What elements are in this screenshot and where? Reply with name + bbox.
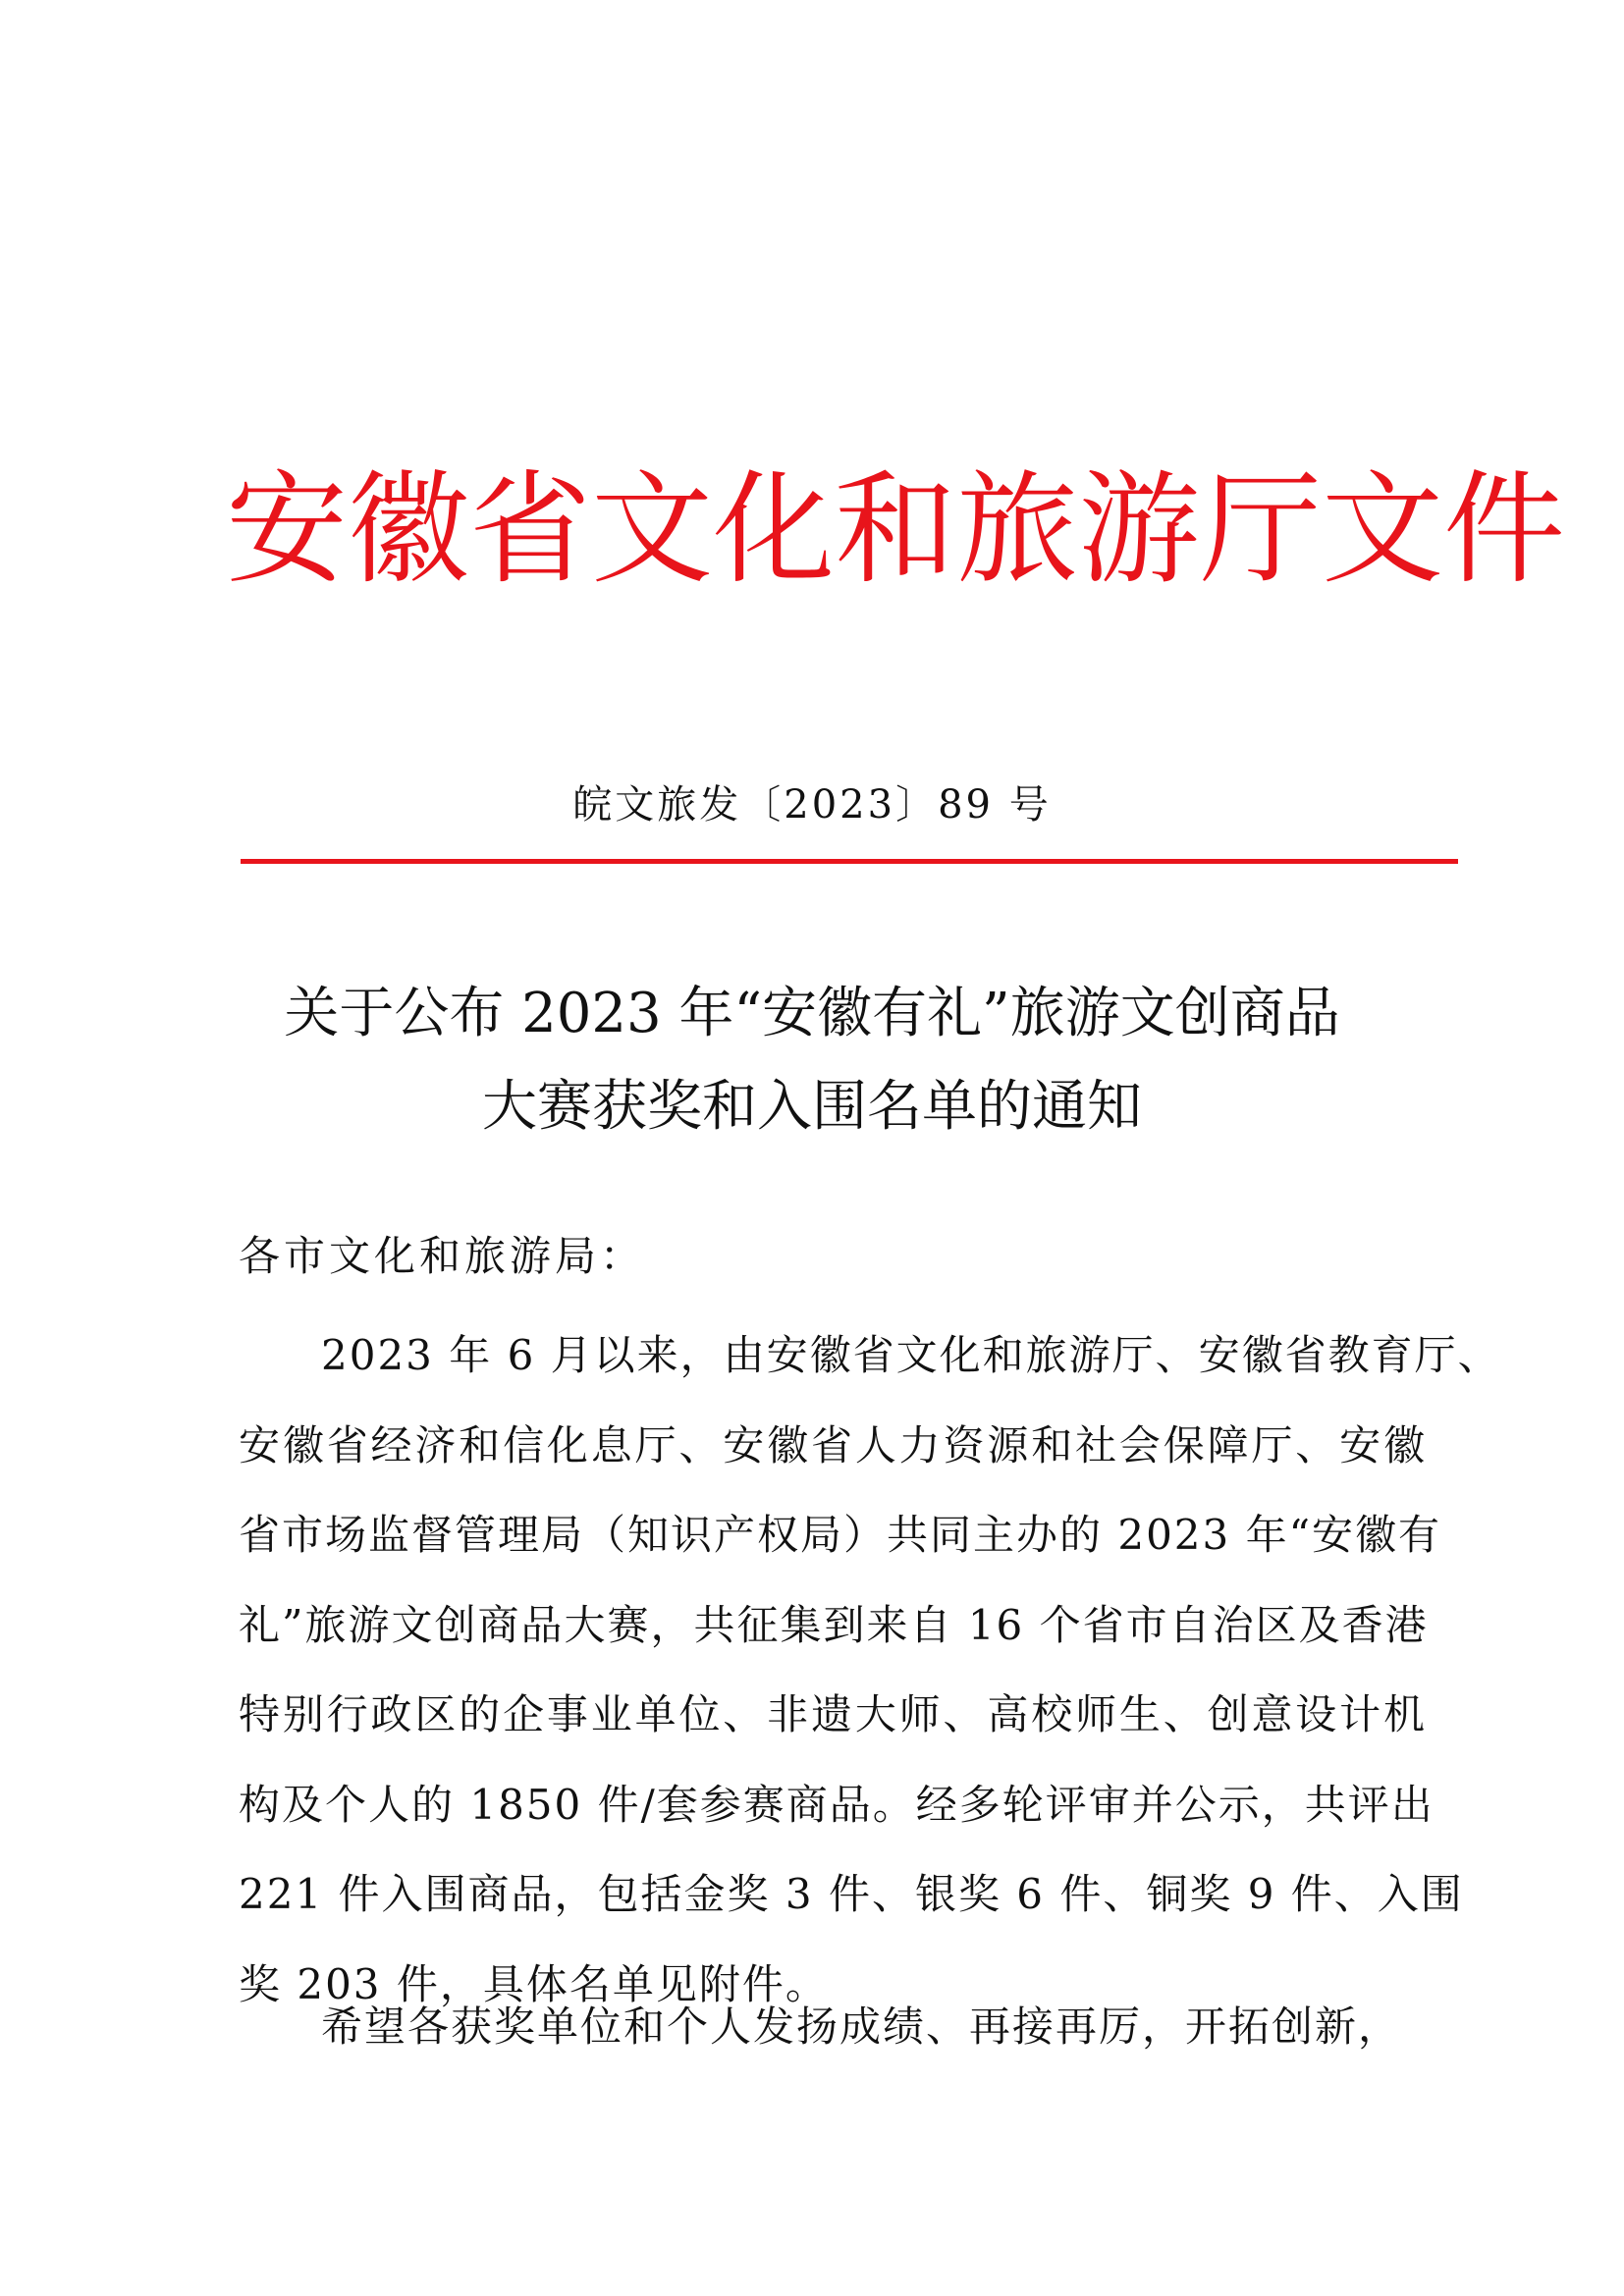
document-number: 皖文旅发〔2023〕89 号 (572, 782, 1052, 828)
paragraph-line: 省市场监督管理局（知识产权局）共同主办的 2023 年“安徽有 (239, 1511, 1442, 1559)
red-divider-line (241, 859, 1458, 864)
paragraph-line: 特别行政区的企事业单位、非遗大师、高校师生、创意设计机 (239, 1690, 1427, 1738)
salutation: 各市文化和旅游局： (239, 1232, 646, 1280)
notice-title-line-2: 大赛获奖和入围名单的通知 (482, 1075, 1142, 1139)
paragraph-line: 奖 203 件，具体名单见附件。 (239, 1959, 829, 2008)
paragraph-line: 221 件入围商品，包括金奖 3 件、银奖 6 件、铜奖 9 件、入围 (239, 1870, 1464, 1918)
paragraph-2: 希望各获奖单位和个人发扬成绩、再接再厉，开拓创新， (321, 2002, 1402, 2051)
notice-title-line-1: 关于公布 2023 年“安徽有礼”旅游文创商品 (284, 982, 1340, 1045)
paragraph-1 (239, 1310, 1501, 2029)
paragraph-line: 礼”旅游文创商品大赛，共征集到来自 16 个省市自治区及香港 (239, 1600, 1429, 1649)
notice-title (0, 967, 1624, 1153)
paragraph-line: 构及个人的 1850 件/套参赛商品。经多轮评审并公示，共评出 (239, 1780, 1435, 1829)
paragraph-line: 安徽省经济和信化息厅、安徽省人力资源和社会保障厅、安徽 (239, 1420, 1427, 1469)
paragraph-line: 2023 年 6 月以来，由安徽省文化和旅游厅、安徽省教育厅、 (321, 1331, 1501, 1379)
issuer-masthead: 安徽省文化和旅游厅文件 (226, 459, 1566, 601)
